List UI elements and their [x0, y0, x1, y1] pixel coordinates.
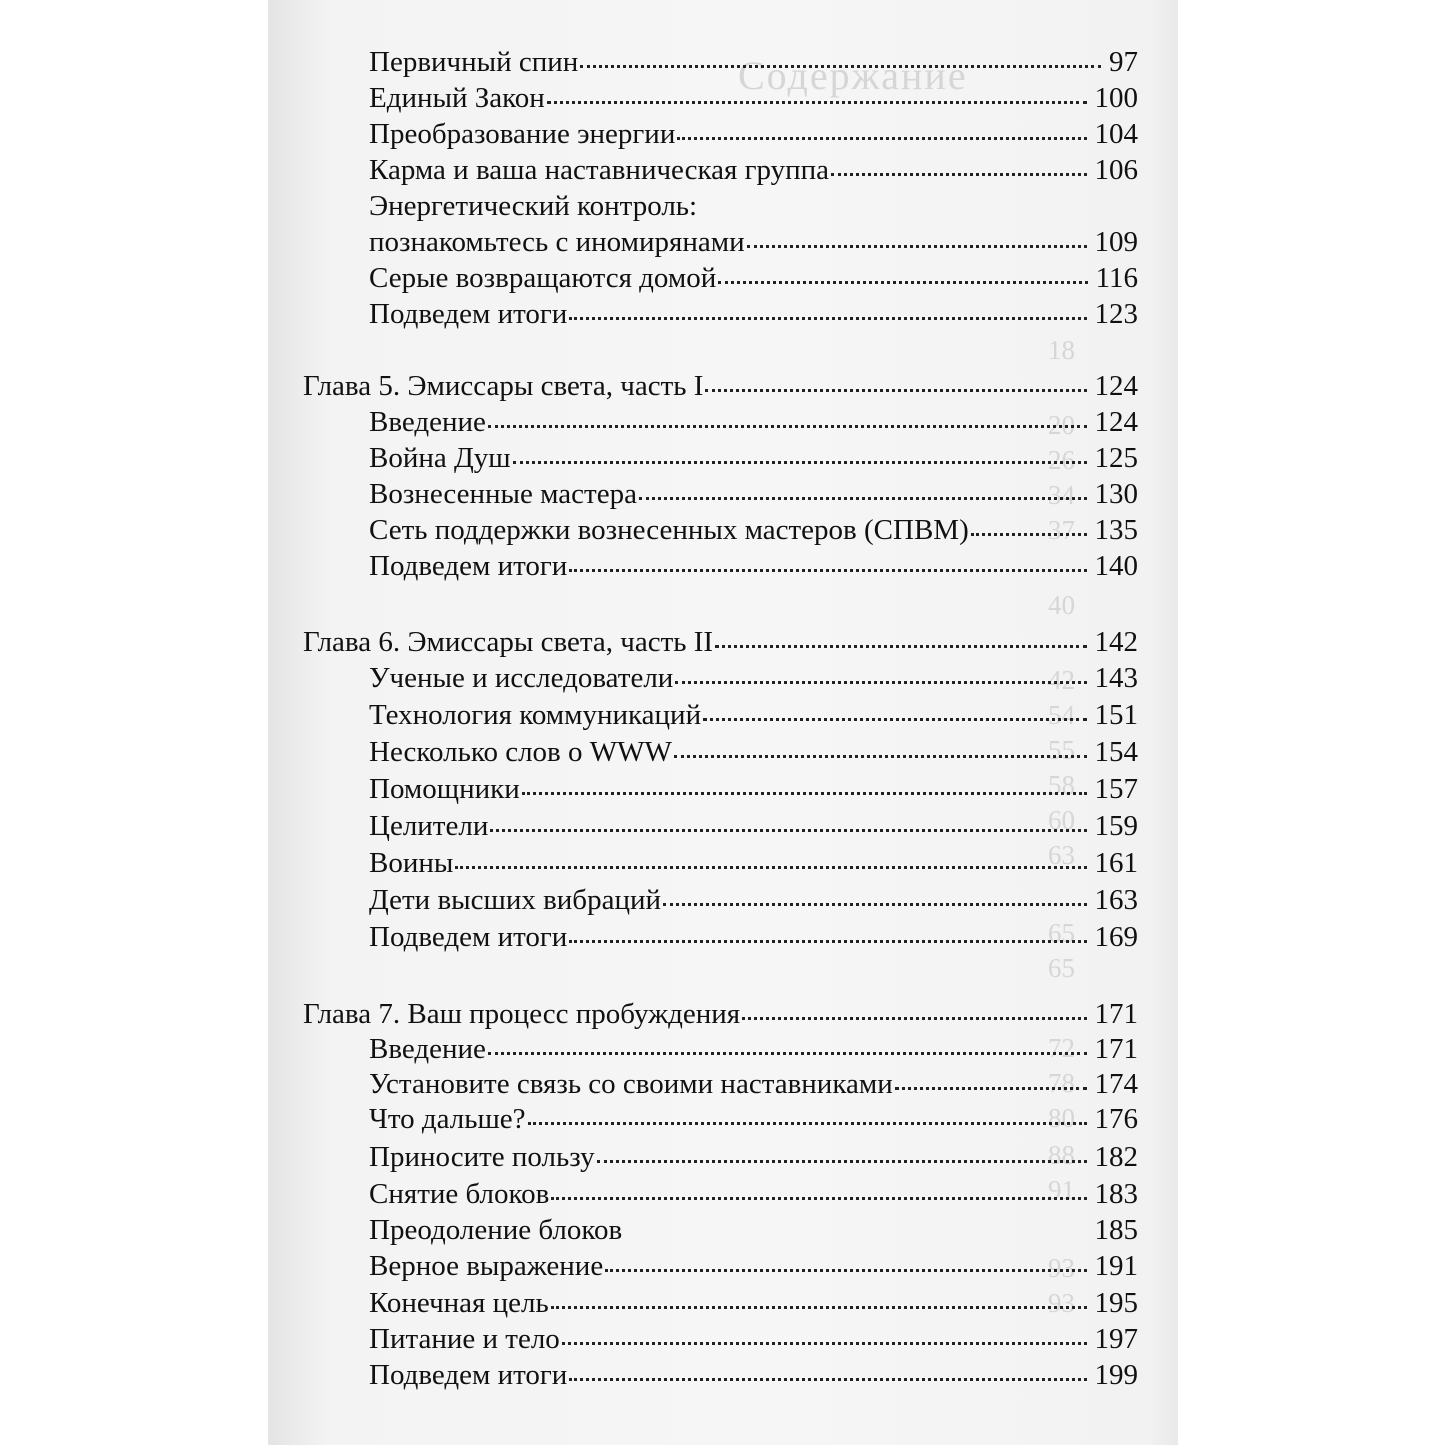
toc-entry-title: Сеть поддержки вознесенных мастеров (СПВМ) — [369, 514, 969, 546]
toc-entry[interactable] — [303, 1212, 1138, 1248]
show-through-text: 88 — [1048, 1140, 1075, 1170]
toc-entry[interactable] — [303, 1066, 1138, 1102]
toc-entry-title: познакомьтесь с иномирянами — [369, 226, 745, 258]
toc-entry-title: Карма и ваша наставническая группа — [369, 154, 830, 186]
toc-chapter-6[interactable] — [303, 624, 1138, 660]
show-through-text: 18 — [1048, 335, 1075, 365]
toc-entry-title: Снятие блоков — [369, 1178, 550, 1210]
show-through-text: 34 — [1048, 480, 1075, 510]
dot-leader — [547, 100, 1087, 104]
dot-leader — [895, 1086, 1087, 1090]
toc-entry[interactable] — [303, 919, 1138, 955]
dot-leader — [455, 865, 1086, 869]
show-through-text: 55 — [1048, 735, 1075, 765]
toc-entry-title: Введение — [369, 1033, 486, 1065]
toc-entry-page: 174 — [1094, 1068, 1138, 1100]
toc-chapter-title: Глава 6. Эмиссары света, часть II — [303, 626, 714, 658]
dot-leader — [569, 1377, 1086, 1381]
toc-chapter-page: 171 — [1094, 998, 1138, 1030]
show-through-text: 65 — [1048, 953, 1075, 983]
dot-leader — [528, 1121, 1087, 1125]
show-through-text: 65 — [1048, 918, 1075, 948]
toc-entry[interactable] — [303, 44, 1138, 80]
dot-leader — [522, 791, 1087, 795]
toc-entry[interactable] — [303, 808, 1138, 844]
toc-entry-title: Подведем итоги — [369, 550, 568, 582]
show-through-text: 60 — [1048, 805, 1075, 835]
toc-entry-title: Ученые и исследователи — [369, 662, 674, 694]
toc-entry-page: 163 — [1094, 884, 1138, 916]
toc-entry-title: Целители — [369, 810, 489, 842]
toc-entry-page: 171 — [1094, 1033, 1138, 1065]
toc-entry-page: 104 — [1094, 118, 1138, 150]
toc-entry[interactable] — [303, 1248, 1138, 1284]
toc-chapter-7[interactable] — [303, 996, 1138, 1032]
dot-leader — [639, 496, 1087, 500]
toc-entry-page: 135 — [1094, 514, 1138, 546]
toc-entry[interactable] — [303, 1101, 1138, 1137]
toc-entry-page: 195 — [1094, 1287, 1138, 1319]
toc-entry-page: 182 — [1094, 1141, 1138, 1173]
toc-entry[interactable] — [303, 882, 1138, 918]
toc-entry-title: Дети высших вибраций — [369, 884, 661, 916]
toc-entry[interactable] — [303, 224, 1138, 260]
dot-leader — [605, 1268, 1086, 1272]
toc-entry[interactable] — [303, 260, 1138, 296]
toc-entry-page: 116 — [1095, 262, 1138, 294]
show-through-text: 63 — [1048, 840, 1075, 870]
show-through-text: 42 — [1048, 665, 1075, 695]
toc-entry[interactable] — [303, 845, 1138, 881]
toc-entry-page: 161 — [1094, 847, 1138, 879]
toc-entry-page: 183 — [1094, 1178, 1138, 1210]
toc-entry-title: Воины — [369, 847, 454, 879]
toc-entry-title: Помощники — [369, 773, 520, 805]
toc-entry[interactable] — [303, 660, 1138, 696]
dot-leader — [569, 939, 1086, 943]
toc-entry-title: Питание и тело — [369, 1323, 560, 1355]
toc-chapter-title: Глава 5. Эмиссары света, часть I — [303, 370, 704, 402]
toc-entry-page: 169 — [1094, 921, 1138, 953]
toc-entry[interactable] — [303, 697, 1138, 733]
toc-entry-page: 143 — [1094, 662, 1138, 694]
toc-entry-page: 130 — [1094, 478, 1138, 510]
toc-entry-title: Верное выражение — [369, 1250, 604, 1282]
toc-entry-title: Что дальше? — [369, 1103, 526, 1135]
toc-entry-page: 159 — [1094, 810, 1138, 842]
toc-entry[interactable] — [303, 152, 1138, 188]
toc-entry-page: 176 — [1094, 1103, 1138, 1135]
show-through-text: Содержание — [738, 53, 968, 98]
show-through-text: 80 — [1048, 1103, 1075, 1133]
toc-chapter-page: 124 — [1094, 370, 1138, 402]
toc-entry[interactable] — [303, 1031, 1138, 1067]
toc-entry-title: Война Душ — [369, 442, 511, 474]
toc-entry-page: 151 — [1094, 699, 1138, 731]
dot-leader — [674, 754, 1087, 758]
dot-leader — [488, 1051, 1087, 1055]
toc-entry[interactable] — [303, 1176, 1138, 1212]
show-through-text: 58 — [1048, 770, 1075, 800]
toc-entry[interactable] — [303, 512, 1138, 548]
toc-entry-page: 109 — [1094, 226, 1138, 258]
show-through-text: 72 — [1048, 1033, 1075, 1063]
toc-chapter-page: 142 — [1094, 626, 1138, 658]
show-through-text: 26 — [1048, 445, 1075, 475]
book-page — [268, 0, 1178, 1445]
toc-entry-title: Подведем итоги — [369, 921, 568, 953]
show-through-text: 93 — [1048, 1288, 1075, 1318]
dot-leader — [569, 568, 1086, 572]
show-through-text: 20 — [1048, 410, 1075, 440]
dot-leader — [551, 1305, 1087, 1309]
toc-entry-page: 199 — [1094, 1359, 1138, 1391]
toc-entry-title: Преобразование энергии — [369, 118, 676, 150]
dot-leader — [513, 460, 1087, 464]
toc-chapter-5[interactable] — [303, 368, 1138, 404]
toc-entry[interactable] — [303, 1321, 1138, 1357]
toc-entry[interactable] — [303, 116, 1138, 152]
toc-entry-page: 100 — [1094, 82, 1138, 114]
show-through-text: 54 — [1048, 700, 1075, 730]
dot-leader — [831, 172, 1086, 176]
toc-entry[interactable] — [303, 734, 1138, 770]
toc-entry[interactable] — [303, 548, 1138, 584]
toc-entry[interactable] — [303, 1357, 1138, 1393]
dot-leader — [663, 902, 1087, 906]
show-through-text: 91 — [1048, 1175, 1075, 1205]
toc-entry-title: Энергетический контроль: — [369, 190, 698, 222]
dot-leader — [971, 532, 1087, 536]
toc-entry-title: Вознесенные мастера — [369, 478, 637, 510]
toc-entry-page: 123 — [1094, 298, 1138, 330]
toc-entry-page: 124 — [1094, 406, 1138, 438]
toc-entry[interactable] — [303, 80, 1138, 116]
toc-entry-page: 140 — [1094, 550, 1138, 582]
toc-entry-title: Установите связь со своими наставниками — [369, 1068, 893, 1100]
dot-leader — [715, 644, 1086, 648]
dot-leader — [747, 244, 1087, 248]
dot-leader — [703, 717, 1086, 721]
toc-entry-title: Конечная цель — [369, 1287, 549, 1319]
toc-entry-title: Технология коммуникаций — [369, 699, 702, 731]
show-through-text: 40 — [1048, 590, 1075, 620]
dot-leader — [718, 280, 1087, 284]
toc-entry[interactable] — [303, 404, 1138, 440]
toc-entry-title: Первичный спин — [369, 46, 579, 78]
dot-leader — [597, 1159, 1087, 1163]
toc-entry[interactable] — [303, 476, 1138, 512]
dot-leader — [742, 1016, 1086, 1020]
toc-entry-page: 125 — [1094, 442, 1138, 474]
toc-entry-title: Приносите пользу — [369, 1141, 595, 1173]
toc-entry-title: Подведем итоги — [369, 1359, 568, 1391]
toc-entry-title: Серые возвращаются домой — [369, 262, 717, 294]
toc-entry[interactable] — [303, 1285, 1138, 1321]
dot-leader — [677, 136, 1086, 140]
toc-entry[interactable] — [303, 1139, 1138, 1175]
dot-leader — [624, 1232, 1086, 1236]
toc-entry[interactable] — [303, 296, 1138, 332]
dot-leader — [675, 680, 1086, 684]
dot-leader — [569, 316, 1086, 320]
toc-entry-page: 197 — [1094, 1323, 1138, 1355]
toc-entry-page: 157 — [1094, 773, 1138, 805]
dot-leader — [580, 64, 1101, 68]
toc-entry-title: Введение — [369, 406, 486, 438]
show-through-text: 37 — [1048, 515, 1075, 545]
toc-chapter-title: Глава 7. Ваш процесс пробуждения — [303, 998, 741, 1030]
toc-entry-first-line[interactable] — [303, 188, 1138, 224]
toc-entry-page: 191 — [1094, 1250, 1138, 1282]
toc-entry-page: 154 — [1094, 736, 1138, 768]
toc-entry-page: 97 — [1109, 46, 1138, 78]
show-through-text: 93 — [1048, 1253, 1075, 1283]
toc-entry[interactable] — [303, 771, 1138, 807]
toc-entry-title: Единый Закон — [369, 82, 545, 114]
toc-entry-page: 106 — [1094, 154, 1138, 186]
toc-entry[interactable] — [303, 440, 1138, 476]
dot-leader — [562, 1341, 1087, 1345]
dot-leader — [488, 424, 1087, 428]
show-through-text: 78 — [1048, 1068, 1075, 1098]
toc-entry-title: Несколько слов о WWW — [369, 736, 672, 768]
dot-leader — [705, 388, 1086, 392]
toc-entry-title: Подведем итоги — [369, 298, 568, 330]
dot-leader — [490, 828, 1086, 832]
toc-entry-title: Преодоление блоков — [369, 1214, 623, 1246]
dot-leader — [551, 1196, 1086, 1200]
toc-entry-page: 185 — [1094, 1214, 1138, 1246]
